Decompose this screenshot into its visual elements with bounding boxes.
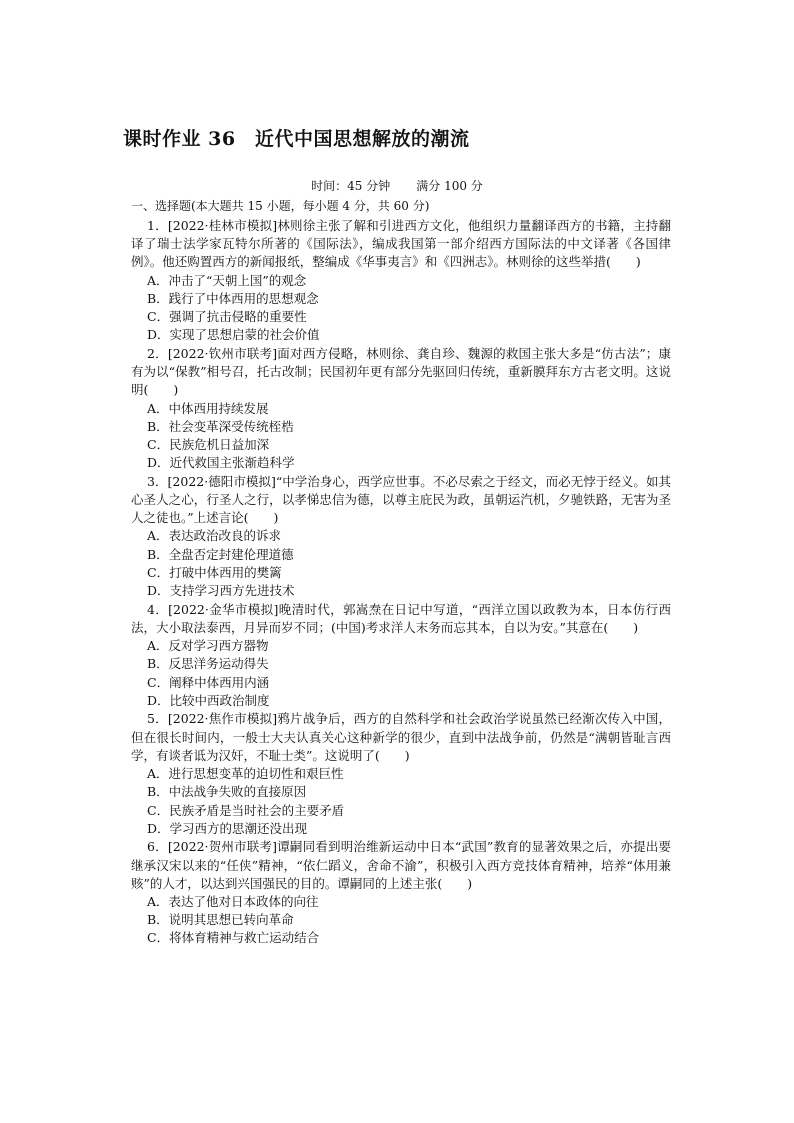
question-list bbox=[131, 217, 671, 948]
question-stem: 2．[2022·钦州市联考]面对西方侵略，林则徐、龚自珍、魏源的救国主张大多是“仿古法”；康有为以“保教”相号召，托古改制；民国初年更有部分先驱回归传统，重新膜拜东方古老文明。这说明( ) bbox=[131, 345, 671, 398]
question-6 bbox=[131, 838, 671, 947]
full-score: 满分 100 分 bbox=[416, 179, 483, 193]
question-4 bbox=[131, 601, 671, 710]
option-a: A．表达了他对日本政体的向往 bbox=[147, 894, 319, 910]
option-b: B．践行了中体西用的思想观念 bbox=[147, 290, 319, 306]
time-limit: 时间：45 分钟 bbox=[311, 179, 391, 193]
option-c: C．阐释中体西用内涵 bbox=[147, 674, 270, 690]
question-stem: 6．[2022·贺州市联考]谭嗣同看到明治维新运动中日本“武国”教育的显著效果之后，亦提出要继承汉宋以来的“任侠”精神，“依仁蹈义，舍命不渝”，积极引入西方竞技体育精神，培养“体用兼赅”的人才，以达到兴国强民的目的。谭嗣同的上述主张( ) bbox=[131, 839, 671, 891]
question-stem: 1．[2022·桂林市模拟]林则徐主张了解和引进西方文化，他组织力量翻译西方的书籍，主持翻译了瑞士法学家瓦特尔所著的《国际法》，编成我国第一部介绍西方国际法的中文译著《各国律例》。他还购置西方的新闻报纸，整编成《华事夷言》和《四洲志》。林则徐的这些举措( ) bbox=[131, 218, 671, 270]
option-a: A．进行思想变革的迫切性和艰巨性 bbox=[147, 766, 344, 782]
option-d: D．近代救国主张渐趋科学 bbox=[147, 455, 295, 471]
option-b: B．反思洋务运动得失 bbox=[147, 656, 269, 672]
option-d: D．支持学习西方先进技术 bbox=[147, 583, 295, 599]
question-stem: 3．[2022·德阳市模拟]“中学治身心，西学应世事。不必尽索之于经文，而必无悖于经义。如其心圣人之心，行圣人之行，以孝悌忠信为德，以尊主庇民为政，虽朝运汽机，夕驰铁路，无害为圣人之徒也。”上述言论( ) bbox=[131, 473, 671, 526]
option-c: C．打破中体西用的樊篱 bbox=[147, 564, 282, 580]
question-stem: 5．[2022·焦作市模拟]鸦片战争后，西方的自然科学和社会政治学说虽然已经渐次传入中国，但在很长时间内，一般士大夫认真关心这种新学的很少，直到中法战争前，仍然是“满朝皆耻言西学，有谈者诋为汉奸，不耻士类”。这说明了( ) bbox=[131, 711, 671, 763]
option-b: B．全盘否定封建伦理道德 bbox=[147, 546, 294, 562]
option-d: D．比较中西政治制度 bbox=[147, 692, 270, 708]
option-b: B．中法战争失败的直接原因 bbox=[147, 784, 307, 800]
option-c: C．强调了抗击侵略的重要性 bbox=[147, 309, 307, 325]
section-heading: 一、选择题(本大题共 15 小题，每小题 4 分，共 60 分) bbox=[131, 199, 430, 213]
option-d: D．实现了思想启蒙的社会价值 bbox=[147, 327, 320, 343]
option-c: C．民族矛盾是当时社会的主要矛盾 bbox=[147, 802, 345, 818]
option-a: A．中体西用持续发展 bbox=[147, 400, 269, 416]
option-c: C．民族危机日益加深 bbox=[147, 436, 270, 452]
question-5 bbox=[131, 710, 671, 837]
question-2 bbox=[131, 345, 671, 472]
option-b: B．社会变革深受传统桎梏 bbox=[147, 418, 294, 434]
option-a: A．表达政治改良的诉求 bbox=[147, 528, 282, 544]
question-3 bbox=[131, 473, 671, 600]
page-title: 课时作业 36 近代中国思想解放的潮流 bbox=[123, 128, 470, 150]
question-1 bbox=[131, 217, 671, 344]
option-a: A．冲击了“天朝上国”的观念 bbox=[147, 272, 307, 288]
question-stem: 4．[2022·金华市模拟]晚清时代，郭嵩焘在日记中写道，“西洋立国以政教为本，日本仿行西法，大小取法泰西，月异而岁不同；(中国)考求洋人末务而忘其本，自以为安。”其意在( ) bbox=[131, 601, 671, 635]
option-d: D．学习西方的思潮还没出现 bbox=[147, 820, 308, 836]
option-c: C．将体育精神与救亡运动结合 bbox=[147, 930, 320, 946]
exam-meta bbox=[0, 177, 794, 194]
option-a: A．反对学习西方器物 bbox=[147, 638, 269, 654]
option-b: B．说明其思想已转向革命 bbox=[147, 912, 294, 928]
